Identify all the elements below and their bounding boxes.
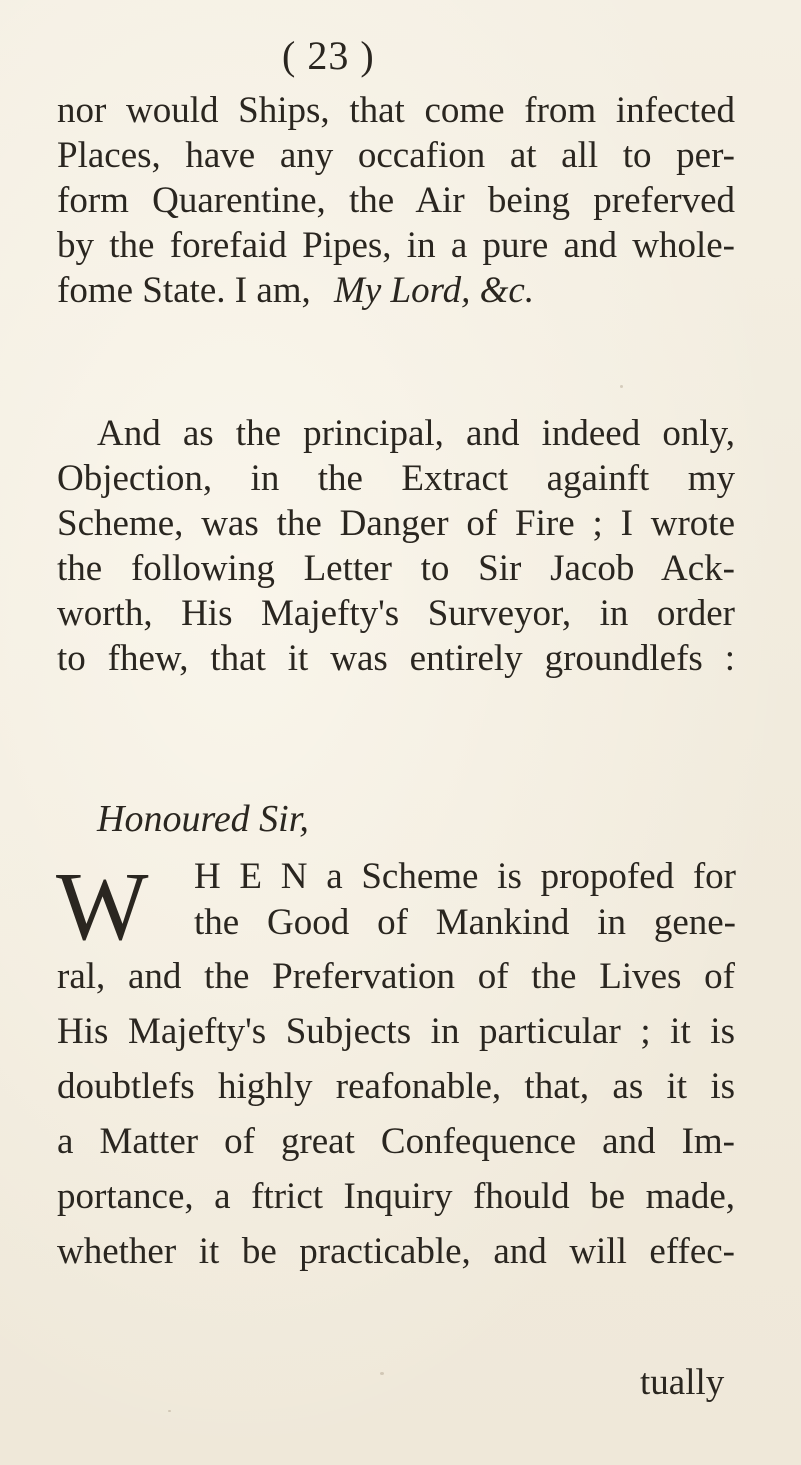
text-line: the following Letter to Sir Jacob Ack- xyxy=(57,548,735,589)
text-line: His Majefty's Subjects in particular ; it is xyxy=(57,1011,735,1052)
text-line: a Matter of great Confequence and Im- xyxy=(57,1121,735,1162)
text-line: And as the principal, and indeed only, xyxy=(97,413,735,454)
text-line: portance, a ftrict Inquiry fhould be made, xyxy=(57,1176,735,1217)
paper-speck xyxy=(168,1410,171,1412)
paper-speck xyxy=(620,385,623,388)
text-line: worth, His Majefty's Surveyor, in order xyxy=(57,593,735,634)
text-line: form Quarentine, the Air being preferved xyxy=(57,180,735,221)
text-line: ral, and the Prefervation of the Lives of xyxy=(57,956,735,997)
text-line: doubtlefs highly reafonable, that, as it is xyxy=(57,1066,735,1107)
page-number: ( 23 ) xyxy=(282,33,375,78)
paper-speck xyxy=(380,1372,384,1375)
closing-italic: My Lord, &c. xyxy=(334,270,535,311)
text-line-closing xyxy=(57,272,534,309)
text-line: nor would Ships, that come from infected xyxy=(57,90,735,131)
text-line: the Good of Mankind in gene- xyxy=(194,902,736,943)
text-line: by the forefaid Pipes, in a pure and whole- xyxy=(57,225,735,266)
catchword: tually xyxy=(640,1362,725,1403)
text-line: whether it be practicable, and will effec- xyxy=(57,1231,735,1272)
text-line: Scheme, was the Danger of Fire ; I wrote xyxy=(57,503,735,544)
letter-salutation: Honoured Sir, xyxy=(97,798,309,840)
drop-cap: W xyxy=(56,853,149,961)
text-line: Objection, in the Extract againft my xyxy=(57,458,735,499)
text-line: Places, have any occafion at all to per- xyxy=(57,135,735,176)
text-line: to fhew, that it was entirely groundlefs : xyxy=(57,638,735,679)
closing-text: fome State. I am, xyxy=(57,270,311,311)
text-line: H E N a Scheme is propofed for xyxy=(194,856,736,897)
